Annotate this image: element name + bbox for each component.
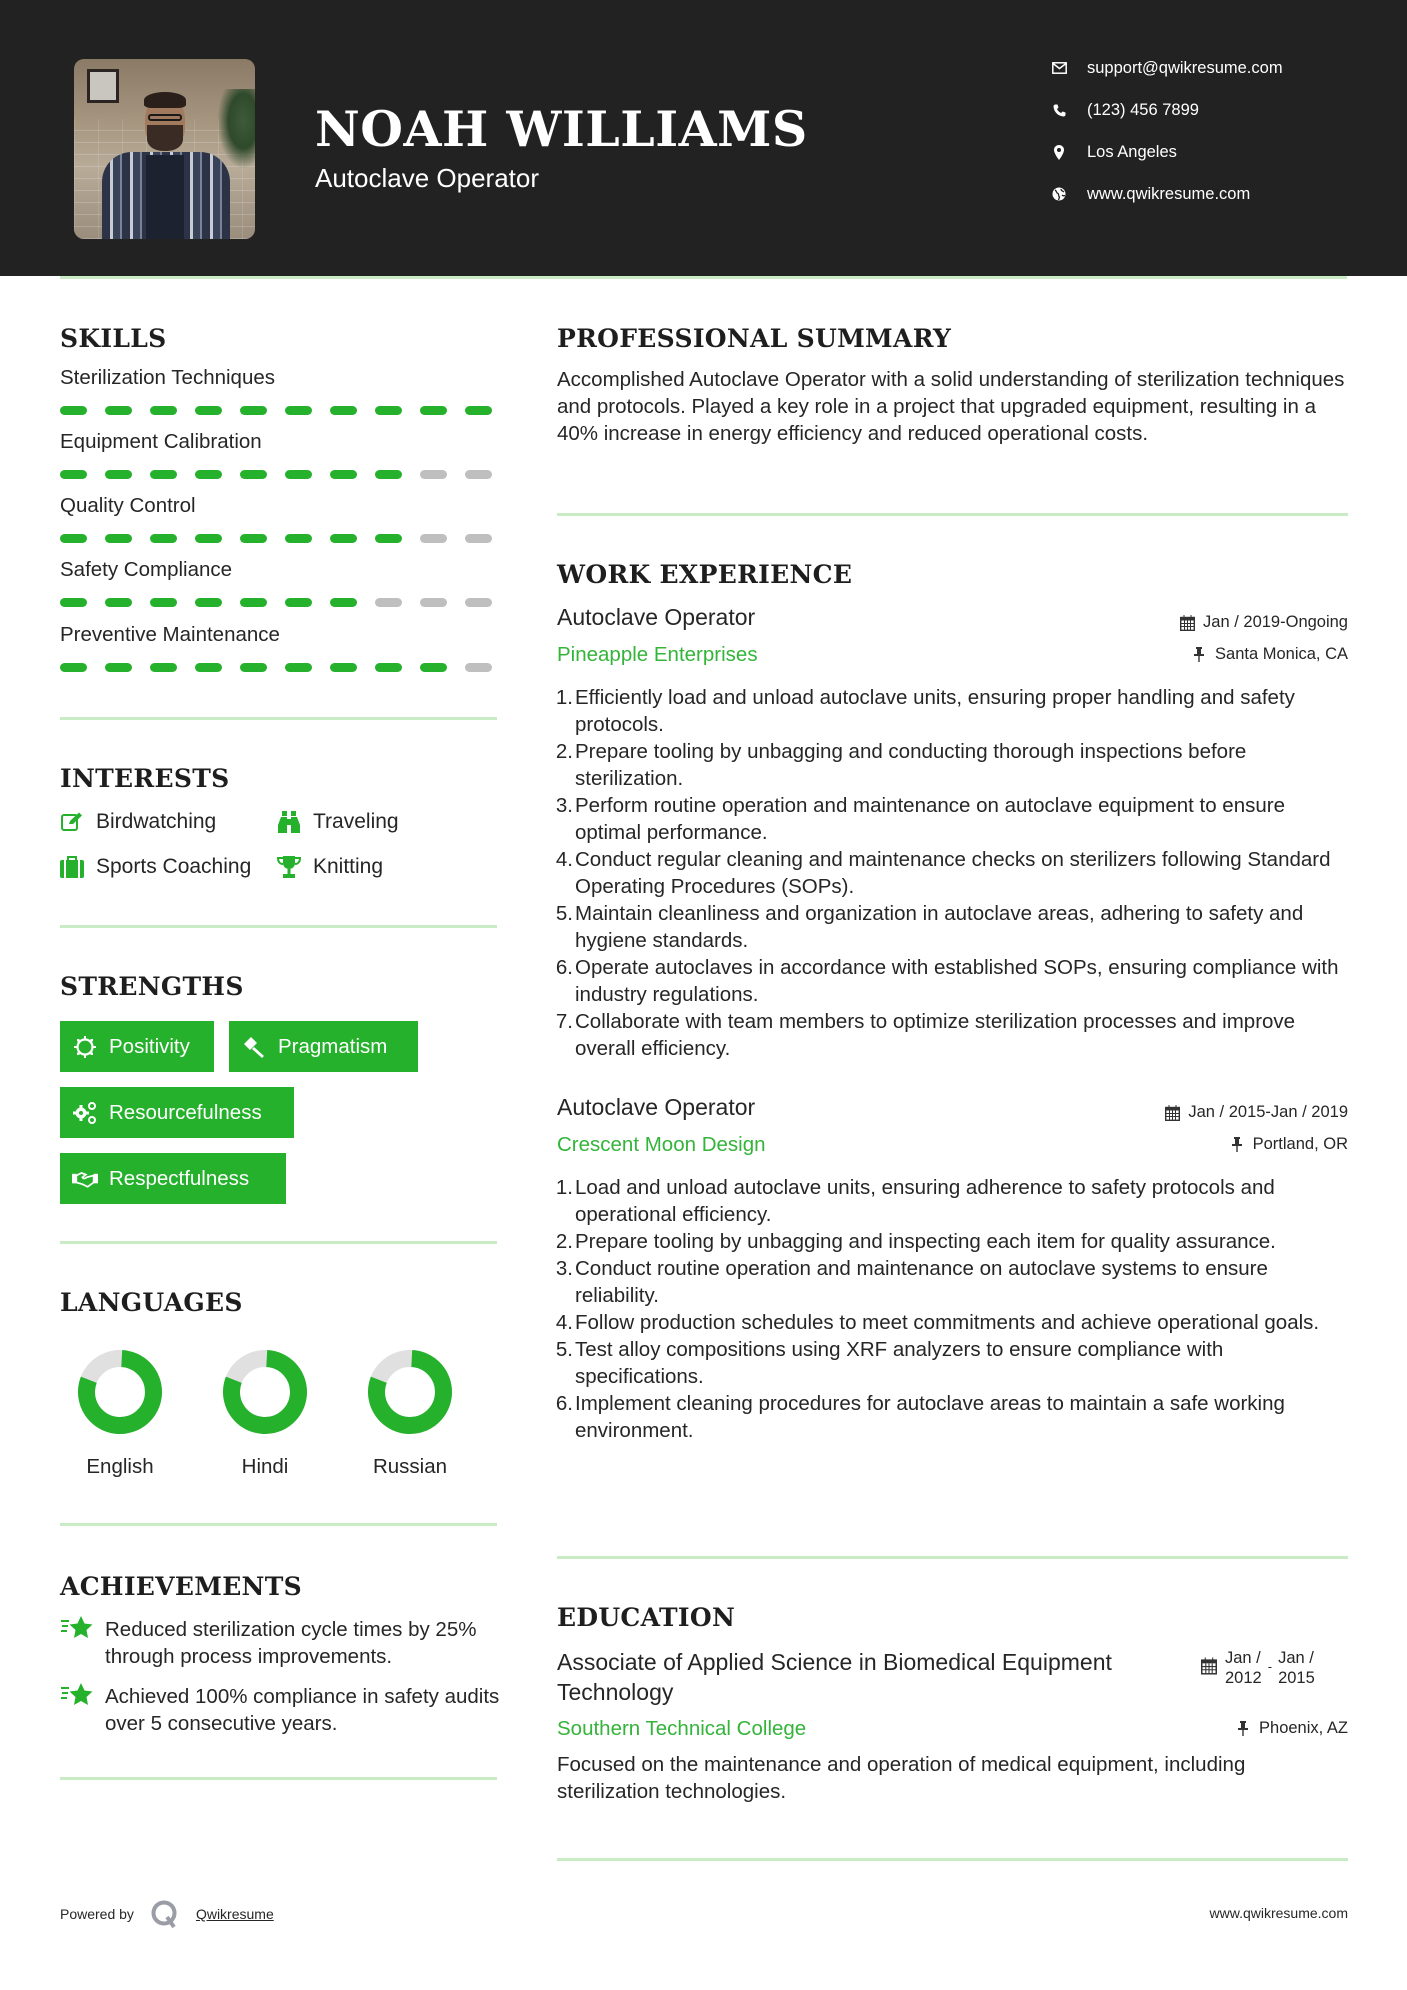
skill-segment-filled — [285, 406, 312, 415]
job-title: Autoclave Operator — [557, 604, 756, 630]
responsibility-text: Perform routine operation and maintenance on autoclave equipment to ensure optimal performance. — [575, 794, 1285, 844]
language-proficiency-donut — [77, 1349, 163, 1435]
responsibility-text: Conduct routine operation and maintenance on autoclave systems to ensure reliability. — [575, 1257, 1268, 1307]
job-dates-text: Jan / 2019-Ongoing — [1203, 613, 1348, 631]
skills-heading: SKILLS — [60, 324, 167, 353]
language-label: Russian — [372, 1455, 448, 1478]
trophy-icon — [277, 855, 301, 879]
section-divider — [60, 1777, 497, 1780]
skill-segment-filled — [195, 663, 222, 672]
responsibility-item — [552, 1336, 1352, 1390]
job-dates — [1164, 1103, 1348, 1122]
skill-item — [60, 428, 500, 479]
handshake-icon — [72, 1167, 98, 1191]
responsibility-text: Load and unload autoclave units, ensuring adherence to safety protocols and operational efficiency. — [575, 1176, 1275, 1226]
skill-segment-filled — [195, 470, 222, 479]
suitcase-icon — [60, 855, 84, 879]
education-location — [1235, 1719, 1348, 1738]
responsibility-text: Prepare tooling by unbagging and inspecting each item for quality assurance. — [575, 1230, 1276, 1253]
list-number: 3. — [555, 794, 573, 817]
skill-segment-filled — [375, 470, 402, 479]
contact-phone[interactable] — [1050, 99, 1199, 121]
skill-segment-filled — [150, 598, 177, 607]
contact-email[interactable] — [1050, 57, 1283, 79]
resume-header — [0, 0, 1407, 276]
education-description: Focused on the maintenance and operation of medical equipment, including sterilization technologies. — [557, 1753, 1246, 1803]
achievement-text: Reduced sterilization cycle times by 25% through process improvements. — [105, 1618, 477, 1668]
phone-icon — [1051, 102, 1067, 118]
skill-segment-filled — [375, 663, 402, 672]
job-location-text: Santa Monica, CA — [1215, 645, 1348, 663]
interest-label: Traveling — [313, 810, 399, 833]
interest-label: Knitting — [313, 855, 384, 878]
list-number: 4. — [555, 1311, 573, 1334]
languages-heading: LANGUAGES — [60, 1288, 243, 1317]
contact-email-text: support@qwikresume.com — [1087, 58, 1283, 77]
strength-label: Pragmatism — [278, 1034, 388, 1058]
skill-segment-filled — [150, 534, 177, 543]
skill-segment-filled — [105, 406, 132, 415]
language-proficiency-donut — [222, 1349, 308, 1435]
star-icon — [60, 1681, 94, 1709]
candidate-role: Autoclave Operator — [315, 163, 540, 193]
skill-label: Equipment Calibration — [60, 430, 262, 453]
binoculars-icon — [277, 810, 301, 834]
skill-segment-filled — [150, 470, 177, 479]
section-divider — [557, 1858, 1348, 1861]
contact-phone-text: (123) 456 7899 — [1087, 100, 1199, 119]
responsibility-text: Test alloy compositions using XRF analyzers to ensure compliance with specifications. — [575, 1338, 1224, 1388]
skill-segment-filled — [420, 406, 447, 415]
calendar-icon — [1179, 615, 1195, 631]
skill-segment-filled — [330, 534, 357, 543]
interests-heading: INTERESTS — [60, 764, 230, 793]
skill-item — [60, 621, 500, 672]
achievement-text: Achieved 100% compliance in safety audits over 5 consecutive years. — [105, 1685, 500, 1735]
job-dates — [1179, 613, 1348, 632]
summary-heading: PROFESSIONAL SUMMARY — [557, 324, 952, 353]
section-divider — [557, 513, 1348, 516]
skill-segment-filled — [105, 534, 132, 543]
language-label: Hindi — [241, 1455, 289, 1478]
strength-badge — [60, 1153, 286, 1204]
responsibility-item — [552, 1255, 1352, 1309]
contact-location — [1050, 141, 1177, 163]
job-company: Crescent Moon Design — [557, 1133, 766, 1156]
responsibility-text: Operate autoclaves in accordance with established SOPs, ensuring compliance with industry regulations. — [575, 956, 1339, 1006]
education-heading: EDUCATION — [557, 1603, 736, 1632]
skill-item — [60, 492, 500, 543]
interest-label: Birdwatching — [96, 810, 217, 833]
skill-segment-filled — [330, 470, 357, 479]
achievement-item — [60, 1616, 500, 1670]
skill-segment-filled — [150, 406, 177, 415]
calendar-icon — [1201, 1657, 1217, 1675]
skill-segment-filled — [195, 598, 222, 607]
globe-icon — [1051, 186, 1067, 202]
skill-segment-filled — [60, 598, 87, 607]
interest-item — [277, 810, 399, 834]
footer-website[interactable]: www.qwikresume.com — [1209, 1905, 1348, 1921]
job-location — [1229, 1135, 1348, 1154]
responsibility-text: Conduct regular cleaning and maintenance checks on sterilizers following Standard Operating Procedures (SOPs). — [575, 848, 1331, 898]
list-number: 1. — [555, 1176, 573, 1199]
skill-segment-filled — [60, 470, 87, 479]
section-divider — [557, 1556, 1348, 1559]
gavel-icon — [241, 1035, 267, 1059]
responsibility-item — [552, 1228, 1352, 1255]
skill-segment-filled — [330, 598, 357, 607]
skill-segment-empty — [465, 598, 492, 607]
section-divider — [60, 925, 497, 928]
responsibility-item — [552, 738, 1352, 792]
skill-segment-filled — [60, 406, 87, 415]
section-divider — [60, 1241, 497, 1244]
language-item — [205, 1349, 325, 1479]
skill-segment-filled — [240, 598, 267, 607]
envelope-icon — [1051, 60, 1067, 76]
skill-segment-filled — [465, 406, 492, 415]
responsibility-text: Prepare tooling by unbagging and conducting thorough inspections before sterilization. — [575, 740, 1247, 790]
skill-segment-filled — [195, 406, 222, 415]
strength-label: Positivity — [109, 1034, 190, 1058]
contact-website-text: www.qwikresume.com — [1087, 184, 1251, 203]
education-start: Jan / 2012 — [1225, 1649, 1262, 1687]
skill-segment-empty — [375, 598, 402, 607]
skill-segment-filled — [285, 663, 312, 672]
skill-segment-filled — [105, 470, 132, 479]
list-number: 7. — [555, 1010, 573, 1033]
skill-segment-filled — [375, 406, 402, 415]
powered-by-label: Powered by — [60, 1906, 134, 1922]
job-title: Autoclave Operator — [557, 1094, 756, 1120]
job-company: Pineapple Enterprises — [557, 643, 758, 666]
sun-icon — [72, 1035, 98, 1059]
contact-website[interactable] — [1050, 183, 1251, 205]
skill-segment-filled — [285, 470, 312, 479]
header-accent-line — [60, 276, 1347, 279]
skill-item — [60, 364, 500, 415]
responsibility-text: Efficiently load and unload autoclave units, ensuring proper handling and safety protocols. — [575, 686, 1295, 736]
summary-text: Accomplished Autoclave Operator with a solid understanding of sterilization techniques and protocols. Played a key role in a project that upgraded equipment, resulting in a 40% increase in energy efficiency and reduced operational costs. — [557, 368, 1345, 445]
skill-segment-filled — [105, 663, 132, 672]
skill-segment-empty — [465, 534, 492, 543]
skill-segment-filled — [375, 534, 402, 543]
skill-segment-filled — [195, 534, 222, 543]
skill-segment-filled — [330, 406, 357, 415]
skill-segment-filled — [330, 663, 357, 672]
list-number: 3. — [555, 1257, 573, 1280]
skill-level-bar — [60, 663, 500, 672]
strength-label: Respectfulness — [109, 1166, 250, 1190]
responsibility-item — [552, 684, 1352, 738]
strengths-heading: STRENGTHS — [60, 972, 244, 1001]
job-dates-text: Jan / 2015-Jan / 2019 — [1188, 1103, 1348, 1121]
calendar-icon — [1164, 1105, 1180, 1121]
responsibility-text: Follow production schedules to meet commitments and achieve operational goals. — [575, 1311, 1320, 1334]
candidate-name: NOAH WILLIAMS — [315, 100, 808, 158]
responsibility-text: Maintain cleanliness and organization in autoclave areas, adhering to safety and hygiene standards. — [575, 902, 1304, 952]
skill-level-bar — [60, 406, 500, 415]
section-divider — [60, 1523, 497, 1526]
skill-segment-filled — [285, 534, 312, 543]
responsibility-item — [552, 1390, 1352, 1444]
skill-segment-filled — [420, 663, 447, 672]
achievements-heading: ACHIEVEMENTS — [60, 1572, 302, 1601]
responsibility-item — [552, 1174, 1352, 1228]
skill-segment-empty — [420, 598, 447, 607]
achievement-item — [60, 1683, 500, 1737]
skill-segment-filled — [105, 598, 132, 607]
education-end: Jan / 2015 — [1278, 1649, 1315, 1687]
skill-level-bar — [60, 598, 500, 607]
responsibility-item — [552, 846, 1352, 900]
skill-item — [60, 556, 500, 607]
list-number: 4. — [555, 848, 573, 871]
interest-item — [60, 810, 216, 834]
list-number: 2. — [555, 740, 573, 763]
pin-icon — [1191, 647, 1207, 663]
responsibility-text: Collaborate with team members to optimize sterilization processes and improve overall efficiency. — [575, 1010, 1296, 1060]
section-divider — [60, 717, 497, 720]
job-responsibilities — [552, 684, 1352, 1062]
list-number: 2. — [555, 1230, 573, 1253]
job-responsibilities — [552, 1174, 1352, 1444]
language-item — [60, 1349, 180, 1479]
strength-badge — [229, 1021, 418, 1072]
language-label: English — [86, 1455, 154, 1478]
pin-icon — [1229, 1137, 1245, 1153]
interest-item — [60, 855, 251, 879]
responsibility-item — [552, 900, 1352, 954]
skill-segment-empty — [465, 663, 492, 672]
skill-level-bar — [60, 534, 500, 543]
contact-location-text: Los Angeles — [1087, 142, 1177, 161]
qwikresume-logo-icon — [150, 1899, 180, 1929]
language-proficiency-donut — [367, 1349, 453, 1435]
experience-heading: WORK EXPERIENCE — [557, 560, 853, 589]
skill-segment-filled — [240, 663, 267, 672]
skill-segment-empty — [420, 470, 447, 479]
skill-segment-filled — [240, 406, 267, 415]
skill-segment-filled — [285, 598, 312, 607]
degree-title: Associate of Applied Science in Biomedical Equipment Technology — [557, 1649, 1112, 1705]
responsibility-item — [552, 1008, 1352, 1062]
skill-segment-filled — [150, 663, 177, 672]
star-icon — [60, 1614, 94, 1642]
skill-segment-filled — [240, 534, 267, 543]
skill-label: Safety Compliance — [60, 558, 233, 581]
responsibility-item — [552, 792, 1352, 846]
list-number: 6. — [555, 956, 573, 979]
strength-label: Resourcefulness — [109, 1100, 262, 1124]
job-location-text: Portland, OR — [1252, 1135, 1348, 1153]
edit-icon — [60, 810, 84, 834]
responsibility-item — [552, 954, 1352, 1008]
school-name: Southern Technical College — [557, 1717, 807, 1740]
pin-icon — [1235, 1721, 1251, 1737]
interest-label: Sports Coaching — [96, 855, 252, 878]
list-number: 6. — [555, 1392, 573, 1415]
interest-item — [277, 855, 383, 879]
education-location-text: Phoenix, AZ — [1259, 1719, 1348, 1737]
job-location — [1191, 645, 1348, 664]
gears-icon — [72, 1101, 98, 1125]
powered-by — [60, 1899, 274, 1929]
skill-label: Sterilization Techniques — [60, 366, 275, 389]
skill-segment-filled — [60, 663, 87, 672]
profile-photo — [74, 59, 255, 239]
list-number: 5. — [555, 1338, 573, 1361]
skill-segment-filled — [60, 534, 87, 543]
skill-label: Preventive Maintenance — [60, 623, 280, 646]
language-item — [350, 1349, 470, 1479]
education-dates — [1201, 1648, 1315, 1688]
date-separator: - — [1267, 1659, 1273, 1674]
strength-badge — [60, 1021, 214, 1072]
qwikresume-link[interactable]: Qwikresume — [195, 1906, 274, 1922]
skill-level-bar — [60, 470, 500, 479]
skill-segment-filled — [240, 470, 267, 479]
skill-segment-empty — [465, 470, 492, 479]
skill-segment-empty — [420, 534, 447, 543]
strength-badge — [60, 1087, 294, 1138]
skill-label: Quality Control — [60, 494, 196, 517]
responsibility-text: Implement cleaning procedures for autoclave areas to maintain a safe working environment. — [575, 1392, 1285, 1442]
list-number: 5. — [555, 902, 573, 925]
list-number: 1. — [555, 686, 573, 709]
responsibility-item — [552, 1309, 1352, 1336]
map-marker-icon — [1051, 144, 1067, 160]
